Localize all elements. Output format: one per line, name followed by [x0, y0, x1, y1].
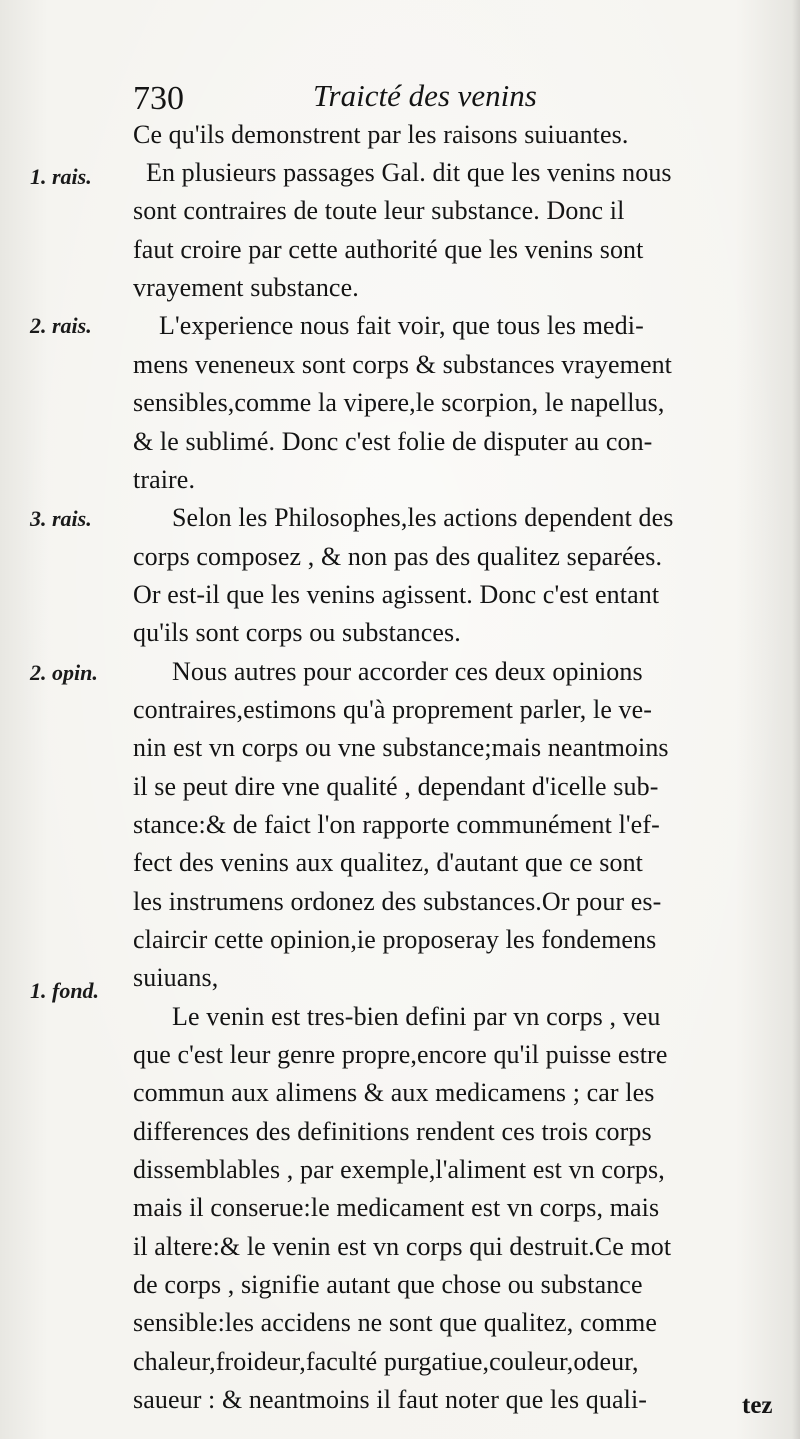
catchword: tez	[742, 1392, 773, 1419]
text-line: faut croire par cette authorité que les venins sont	[133, 235, 644, 264]
margin-note: 2. rais.	[30, 313, 92, 338]
text-line: Ce qu'ils demonstrent par les raisons suiuantes.	[133, 120, 629, 149]
text-line: les instrumens ordonez des substances.Or pour es-	[133, 887, 662, 916]
text-line: dissemblables , par exemple,l'aliment est vn corps,	[133, 1155, 665, 1184]
text-line: Or est-il que les venins agissent. Donc c'est entant	[133, 580, 660, 609]
text-line: saueur : & neantmoins il faut noter que les quali-	[133, 1385, 648, 1414]
text-line: sensible:les accidens ne sont que qualitez, comme	[133, 1308, 658, 1337]
text-line: il altere:& le venin est vn corps qui destruit.Ce mot	[133, 1232, 672, 1261]
text-line: traire.	[133, 465, 196, 494]
margin-note: 1. fond.	[30, 978, 100, 1003]
text-line: corps composez , & non pas des qualitez separées.	[133, 542, 663, 571]
text-line: & le sublimé. Donc c'est folie de disputer au con-	[133, 427, 653, 456]
page-edge-shadow	[792, 0, 800, 1439]
text-line: Nous autres pour accorder ces deux opinions	[172, 657, 643, 686]
text-line: vrayement substance.	[133, 273, 359, 302]
text-line: mais il conserue:le medicament est vn corps, mais	[133, 1193, 660, 1222]
text-line: Selon les Philosophes,les actions dependent des	[172, 503, 674, 532]
text-line: contraires,estimons qu'à proprement parler, le ve-	[133, 695, 653, 724]
text-line: L'experience nous fait voir, que tous les medi-	[159, 311, 644, 340]
text-line: Le venin est tres-bien defini par vn corps , veu	[172, 1002, 661, 1031]
text-line: En plusieurs passages Gal. dit que les venins nous	[146, 158, 672, 187]
running-title: Traicté des venins	[313, 78, 537, 113]
text-line: chaleur,froideur,faculté purgatiue,couleur,odeur,	[133, 1347, 639, 1376]
text-line: nin est vn corps ou vne substance;mais neantmoins	[133, 733, 669, 762]
text-line: sensibles,comme la vipere,le scorpion, le napellus,	[133, 388, 665, 417]
text-line: suiuans,	[133, 963, 219, 992]
text-line: de corps , signifie autant que chose ou substance	[133, 1270, 643, 1299]
text-line: stance:& de faict l'on rapporte communément l'ef-	[133, 810, 660, 839]
text-line: commun aux alimens & aux medicamens ; car les	[133, 1078, 655, 1107]
margin-note: 3. rais.	[30, 506, 92, 531]
text-line: mens veneneux sont corps & substances vrayement	[133, 350, 673, 379]
text-line: que c'est leur genre propre,encore qu'il puisse estre	[133, 1040, 668, 1069]
page-number: 730	[133, 80, 184, 117]
margin-note: 2. opin.	[30, 660, 98, 685]
page-header	[133, 78, 593, 122]
text-line: claircir cette opinion,ie proposeray les fondemens	[133, 925, 657, 954]
margin-note: 1. rais.	[30, 164, 92, 189]
text-line: sont contraires de toute leur substance. Donc il	[133, 196, 625, 225]
text-line: differences des definitions rendent ces trois corps	[133, 1117, 652, 1146]
text-line: fect des venins aux qualitez, d'autant que ce sont	[133, 848, 644, 877]
text-line: qu'ils sont corps ou substances.	[133, 618, 461, 647]
text-line: il se peut dire vne qualité , dependant d'icelle sub-	[133, 772, 659, 801]
